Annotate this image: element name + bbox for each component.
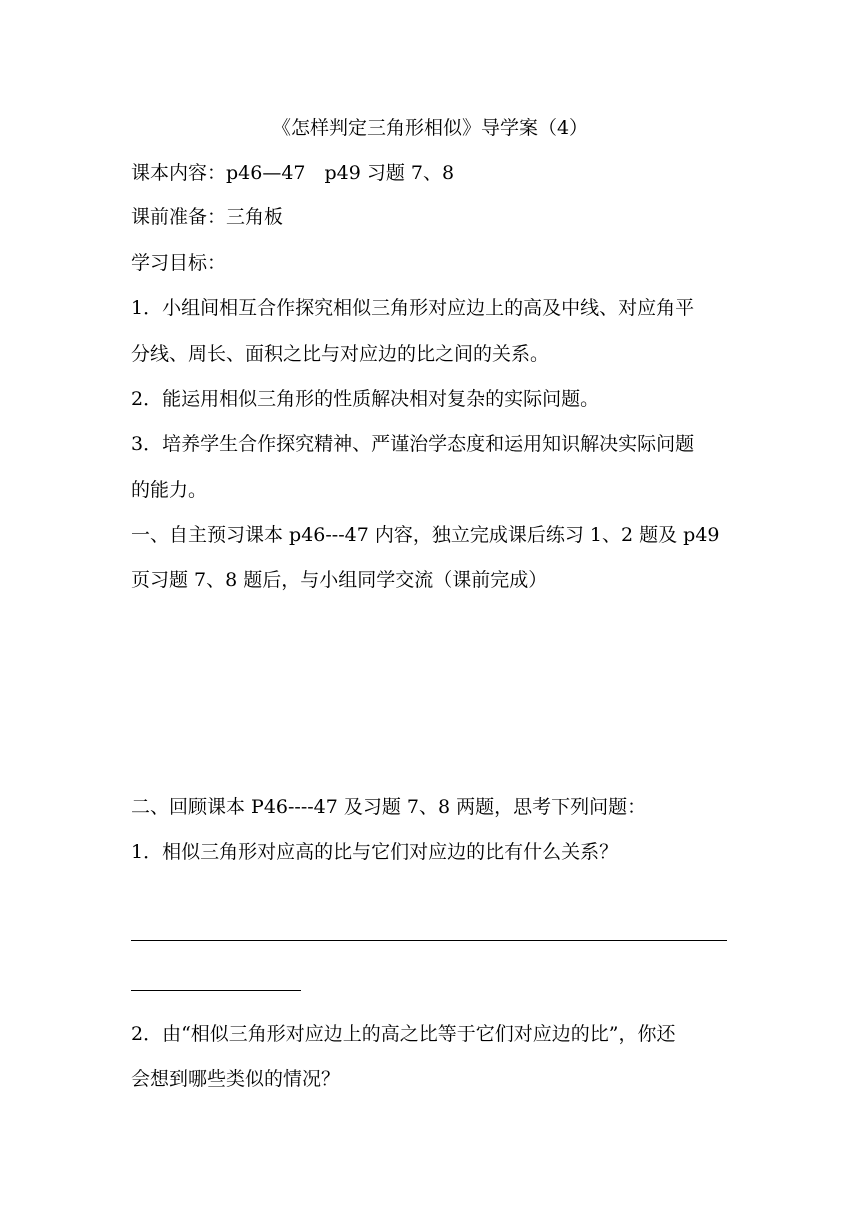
goal-2-line: 2．能运用相似三角形的性质解决相对复杂的实际问题。 (131, 388, 600, 410)
question-2-line-2: 会想到哪些类似的情况？ (131, 1068, 341, 1090)
section-1-line-2: 页习题 7、8 题后，与小组同学交流（课前完成） (131, 569, 548, 591)
goal-1-line-2: 分线、周长、面积之比与对应边的比之间的关系。 (131, 343, 550, 365)
goal-3-line-1: 3．培养学生合作探究精神、严谨治学态度和运用知识解决实际问题 (131, 433, 695, 455)
preparation-line: 课前准备：三角板 (131, 206, 284, 228)
question-1: 1．相似三角形对应高的比与它们对应边的比有什么关系？ (131, 841, 619, 863)
learning-goals-heading: 学习目标： (131, 252, 227, 274)
goal-1-line-1: 1．小组间相互合作探究相似三角形对应边上的高及中线、对应角平 (131, 297, 695, 319)
goal-3-line-2: 的能力。 (131, 479, 208, 501)
course-content-line: 课本内容：p46—47 p49 习题 7、8 (131, 162, 455, 184)
section-1-line-1: 一、自主预习课本 p46---47 内容，独立完成课后练习 1、2 题及 p49 (131, 524, 720, 546)
document-title: 《怎样判定三角形相似》导学案（4） (271, 117, 589, 139)
section-2-heading: 二、回顾课本 P46----47 及习题 7、8 两题，思考下列问题： (131, 796, 647, 818)
answer-line-2 (131, 990, 301, 991)
question-2-line-1: 2．由“相似三角形对应边上的高之比等于它们对应边的比”，你还 (131, 1023, 676, 1045)
answer-line-1 (131, 940, 727, 941)
